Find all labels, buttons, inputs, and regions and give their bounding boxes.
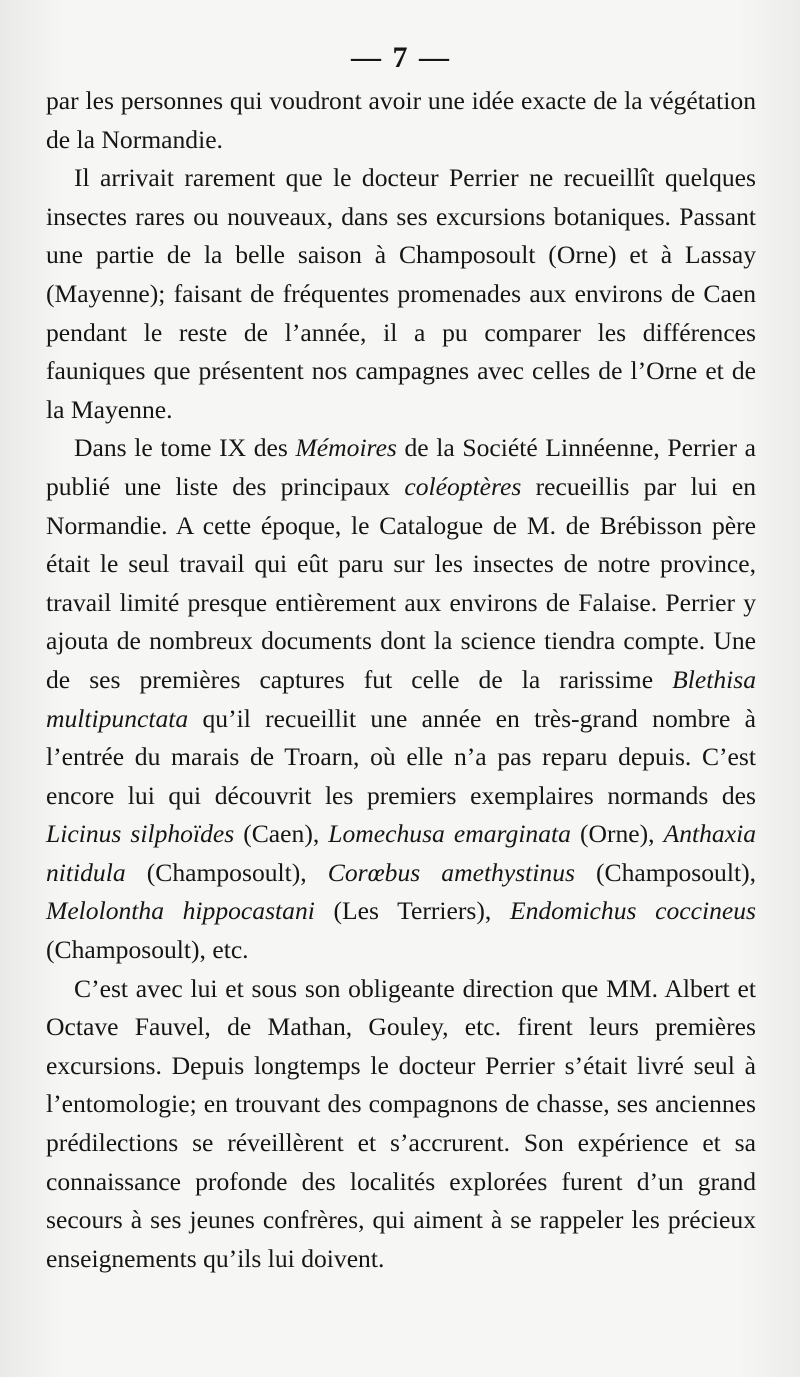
italic-species-coraebus: Corœbus amethystinus [327, 857, 575, 887]
italic-species-endomichus: Endomichus coccineus [509, 896, 757, 926]
italic-coleopteres: coléoptères [404, 471, 522, 501]
text-run: de la Société Linnéenne, Perrier a publié une liste des principaux [46, 433, 756, 501]
italic-species-anthaxia: Anthaxia nitidula [46, 819, 756, 887]
text-run: Dans le tome IX des [74, 433, 296, 463]
italic-species-licinus: Licinus silphoïdes [46, 819, 235, 849]
page-number: — 7 — [351, 41, 451, 74]
paragraph-coleopteres-list [46, 429, 756, 969]
text-run: (Les Terriers), [314, 896, 510, 926]
text-run: (Champosoult), etc. [46, 935, 249, 965]
text-run: recueillis par lui en Normandie. A cette époque, le Catalogue de M. de Brébisson père était le seul travail qui eût paru sur les insectes de notre province, travail limité presque entièrement aux environs de Falaise. Perrier y ajouta de nombreux documents dont la science tiendra compte. Une de ses premières captures fut celle de la rarissime [46, 471, 756, 694]
paragraph-fauvel-excursions: C’est avec lui et sous son obligeante direction que MM. Albert et Octave Fauvel, de Mathan, Gouley, etc. firent leurs premières excursions. Depuis longtemps le docteur Perrier s’était livré seul à l’entomologie; en trouvant des compagnons de chasse, ses anciennes prédilections se réveillèrent et s’accrurent. Son expérience et sa connaissance profonde des localités explorées furent d’un grand secours à ses jeunes confrères, qui aiment à se rappeler les précieux enseignements qu’ils lui doivent. [46, 973, 756, 1273]
italic-species-melolontha: Melolontha hippocastani [46, 896, 315, 926]
paragraph-continued: par les personnes qui voudront avoir une idée exacte de la végétation de la Normandie. [46, 86, 756, 154]
italic-species-lomechusa: Lomechusa emarginata [328, 819, 571, 849]
italic-species-blethisa: Blethisa multipunctata [46, 664, 756, 733]
text-run: (Champosoult), [125, 857, 328, 887]
italic-memoires: Mémoires [295, 433, 397, 463]
body-text [46, 82, 756, 1278]
paragraph-perrier-insects: Il arrivait rarement que le docteur Perrier ne recueillît quelques insectes rares ou nouveaux, dans ses excursions botaniques. Passant une partie de la belle saison à Champosoult (Orne) et à Lassay (Mayenne); faisant de fréquentes promenades aux environs de Caen pendant le reste de l’année, il a pu comparer les différences fauniques que présentent nos campagnes avec celles de l’Orne et de la Mayenne. [46, 163, 756, 424]
text-run: (Champosoult), [574, 857, 756, 887]
text-run: (Orne), [570, 819, 664, 849]
text-run: qu’il recueillit une année en très-grand nombre à l’entrée du marais de Troarn, où elle n’a pas reparu depuis. C’est encore lui qui découvrit les premiers exemplaires normands des [46, 703, 756, 810]
text-run: (Caen), [234, 819, 329, 849]
